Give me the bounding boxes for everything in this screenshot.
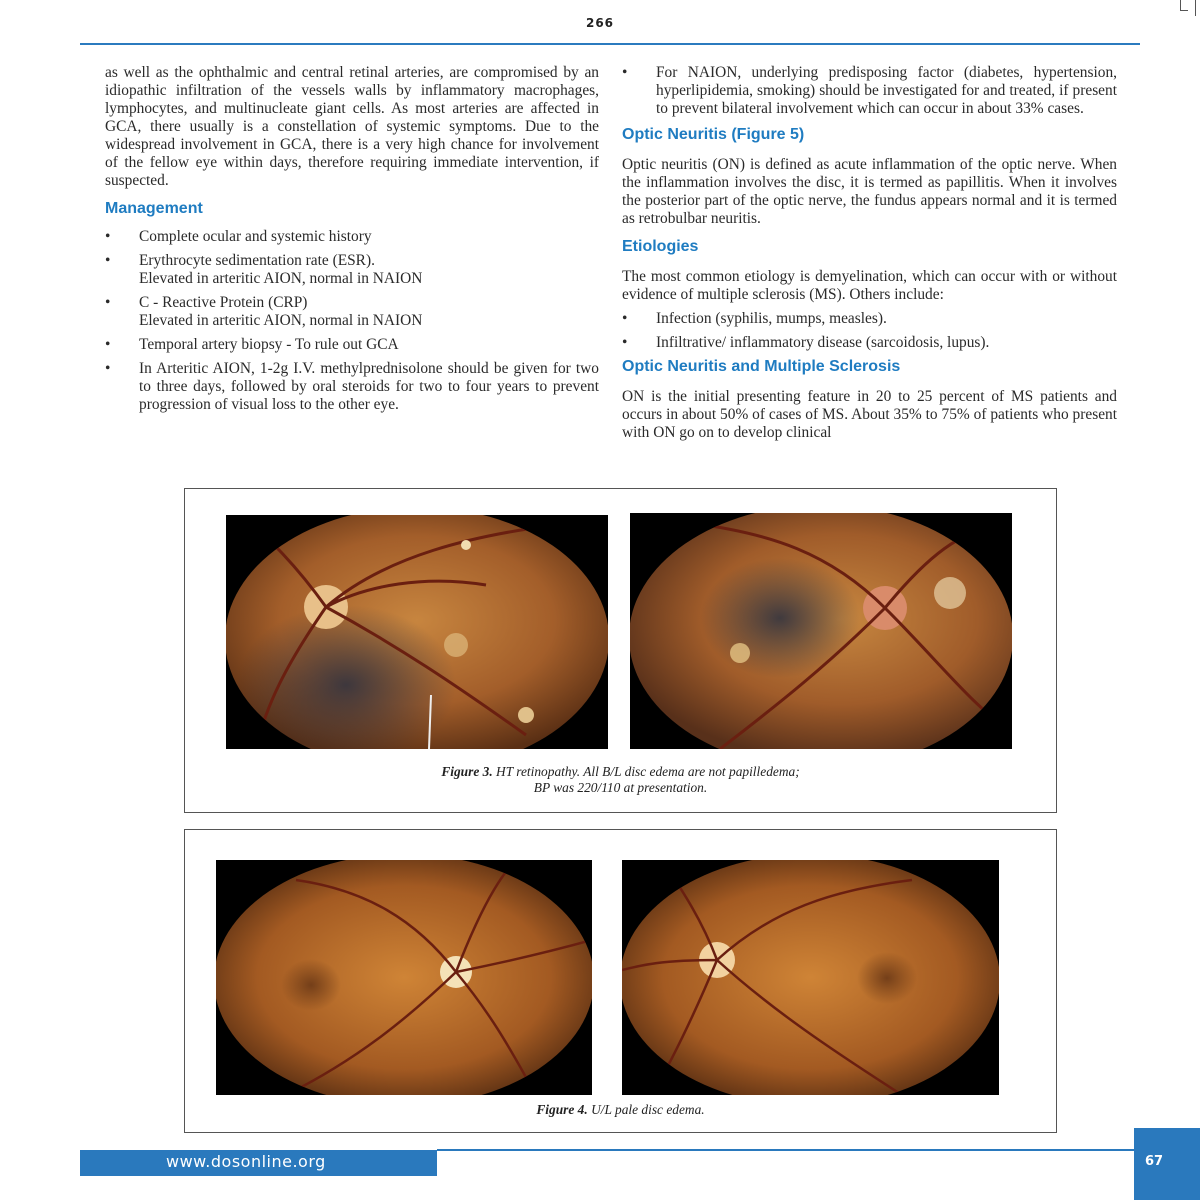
ms-heading: Optic Neuritis and Multiple Sclerosis [622, 358, 901, 375]
figure-4-label: Figure 4. [536, 1102, 588, 1117]
list-item [105, 360, 599, 414]
header-rule [80, 43, 1140, 45]
fundus-photo-left [226, 515, 608, 749]
list-item-text: • C - Reactive Protein (CRP) [139, 294, 308, 311]
figure-3-caption-line1: HT retinopathy. All B/L disc edema are not papilledema; [496, 764, 800, 779]
crop-mark [1180, 0, 1181, 10]
list-item [105, 252, 599, 288]
list-item [622, 334, 1117, 352]
list-item-text: • For NAION, underlying predisposing factor (diabetes, hypertension, hyperlipidemia, smoking) should be investigated for and treated, if present to prevent bilateral involvement which can occur in about 33% cases. [656, 64, 1117, 117]
page-number-header: 266 [585, 16, 615, 30]
etiologies-list [622, 310, 1117, 352]
list-item [105, 294, 599, 330]
footer-rule [437, 1149, 1134, 1151]
list-item-text: • In Arteritic AION, 1-2g I.V. methylprednisolone should be given for two to three days, followed by oral steroids for two to four years to prevent progression of visual loss to the other eye. [139, 360, 599, 413]
list-item [105, 228, 599, 246]
optic-neuritis-paragraph: Optic neuritis (ON) is defined as acute inflammation of the optic nerve. When the inflammation involves the disc, it is termed as papillitis. When it involves the posterior part of the optic nerve, the fundus appears normal and it is termed as retrobulbar neuritis. [622, 156, 1117, 227]
page-number-badge [1134, 1128, 1200, 1200]
list-item [105, 336, 599, 354]
crop-mark [1180, 10, 1188, 11]
list-item-text: • Infection (syphilis, mumps, measles). [656, 310, 887, 327]
left-column [105, 64, 599, 414]
list-item-subtext: Elevated in arteritic AION, normal in NAION [139, 312, 423, 329]
etiologies-heading: Etiologies [622, 238, 699, 255]
crop-mark [1195, 0, 1196, 16]
figure-3-caption [185, 764, 1056, 796]
list-item-text: • Temporal artery biopsy - To rule out GCA [139, 336, 399, 353]
intro-paragraph: as well as the ophthalmic and central retinal arteries, are compromised by an idiopathic infiltration of the vessels walls by inflammatory macrophages, lymphocytes, and multinucleate giant cells. As most arteries are affected in GCA, there usually is a constellation of systemic symptoms. Due to the widespread involvement in GCA, there is a very high chance for involvement of the fellow eye within days, therefore requiring immediate intervention, if suspected. [105, 64, 599, 189]
optic-neuritis-heading: Optic Neuritis (Figure 5) [622, 126, 805, 143]
fundus-photo-right [622, 860, 999, 1095]
figure-3-label: Figure 3. [441, 764, 493, 779]
ms-paragraph: ON is the initial presenting feature in 20 to 25 percent of MS patients and occurs in about 50% of cases of MS. About 35% to 75% of patients who present with ON go on to develop clinical [622, 388, 1117, 441]
fundus-photo-right [630, 513, 1012, 749]
figure-4-caption-text: U/L pale disc edema. [591, 1102, 705, 1117]
right-column [622, 64, 1117, 442]
etiologies-paragraph: The most common etiology is demyelination, which can occur with or without evidence of multiple sclerosis (MS). Others include: [622, 268, 1117, 303]
fundus-photo-left [216, 860, 592, 1095]
list-item [622, 64, 1117, 118]
figure-3-caption-line2: BP was 220/110 at presentation. [533, 780, 708, 795]
naion-list [622, 64, 1117, 118]
management-list [105, 228, 599, 414]
footer-bar [80, 1150, 437, 1176]
page-number-footer: 67 [1144, 1154, 1164, 1169]
list-item-subtext: Elevated in arteritic AION, normal in NAION [139, 270, 423, 287]
list-item-text: • Complete ocular and systemic history [139, 228, 372, 245]
figure-4-caption [185, 1102, 1056, 1118]
list-item [622, 310, 1117, 328]
figure-4 [184, 829, 1057, 1133]
footer-url-link[interactable]: www.dosonline.org [166, 1152, 326, 1171]
list-item-text: • Erythrocyte sedimentation rate (ESR). [139, 252, 375, 269]
management-heading: Management [105, 200, 203, 217]
figure-3 [184, 488, 1057, 813]
list-item-text: • Infiltrative/ inflammatory disease (sarcoidosis, lupus). [656, 334, 990, 351]
